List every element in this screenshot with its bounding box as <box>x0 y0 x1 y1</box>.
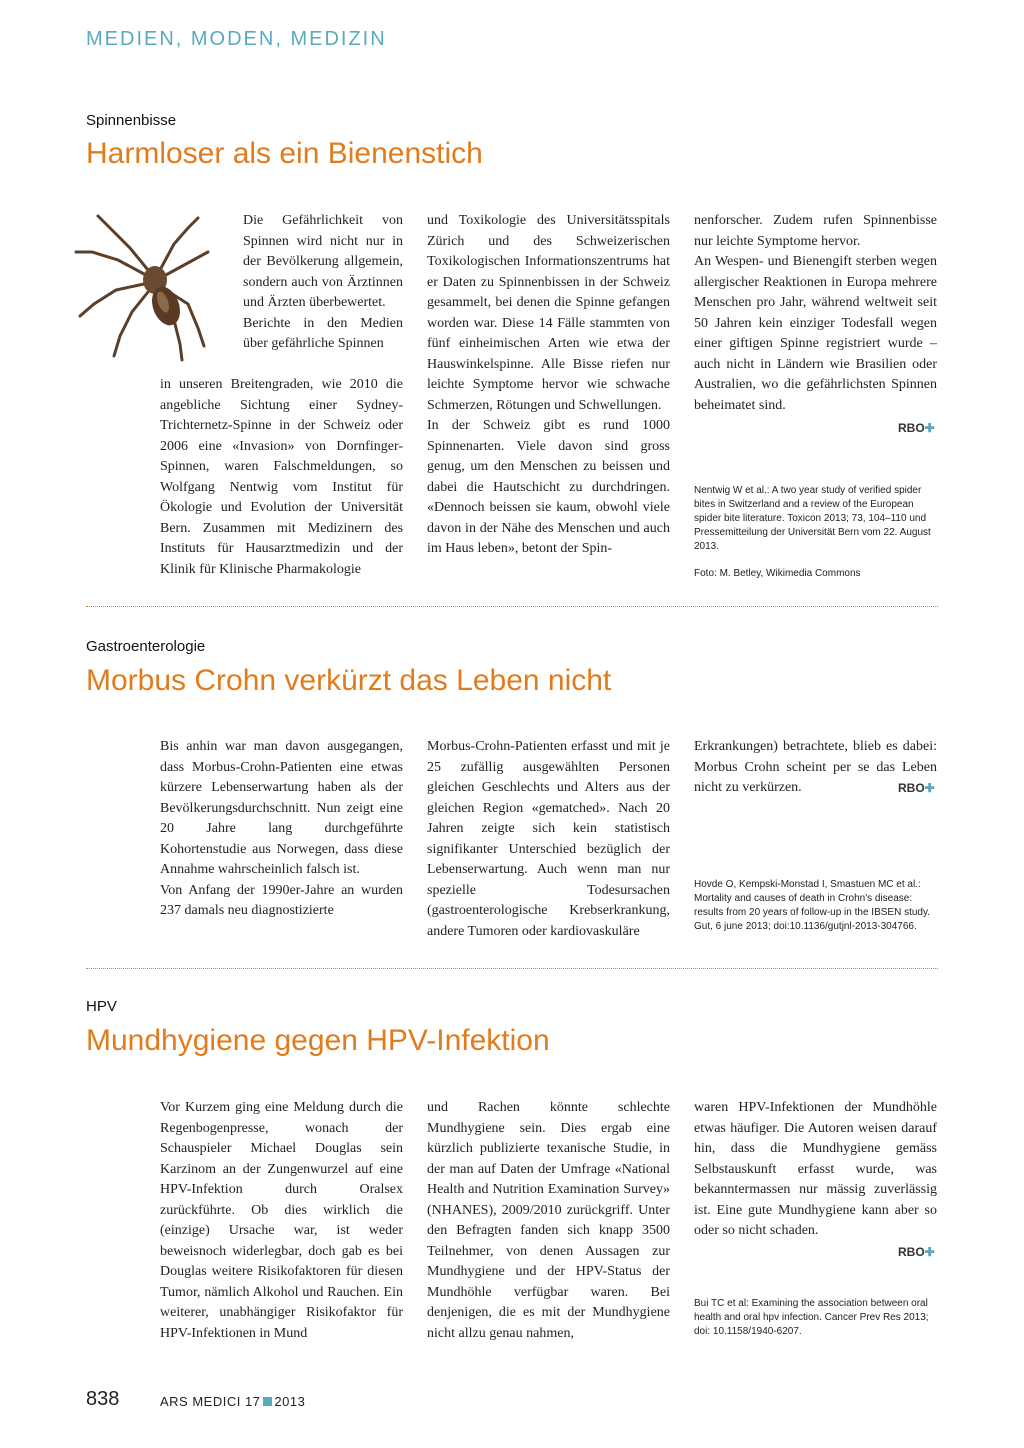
author-signature <box>898 421 935 435</box>
article-divider <box>86 606 938 607</box>
article-2-col2-paragraph-1: Morbus-Crohn-Patienten erfasst und mit je 25 zufällig ausgewählten Personen gleichen Geschlechts und Alters aus der gleichen Region «gematched». Nach 20 Jahren zeigte sich kein statistisch signifikanter Unterschied bezüglich der Lebenserwartung. Auch wenn man nur spezielle Todesursachen (gastroenterologische Krebserkrankung, andere Tumoren oder kardiovaskuläre <box>427 739 670 939</box>
article-2-col3-paragraph-1: Erkrankungen) betrachtete, blieb es dabei: Morbus Crohn scheint per se das Leben nicht zu verkürzen. <box>694 739 937 795</box>
article-headline-mundhygiene: Mundhygiene gegen HPV-Infektion <box>86 1024 550 1057</box>
article-1-col1-indented <box>243 211 403 355</box>
article-2-col1 <box>160 737 403 922</box>
article-3-col1 <box>160 1098 403 1344</box>
article-1-col2-paragraph-1: und Toxikologie des Universitätsspitals Zürich und des Schweizerischen Toxikologischen Informationszentrums hat er Daten zu Spinnenbissen in der Schweiz gesammelt, bei denen die Spinne gefangen worden war. Diese 14 Fälle stammten von fünf einheimischen Arten wie etwa der Hauswinkelspinne. Alle Bisse riefen nur leichte Symptome hervor wie schwache Schmerzen, Rötungen und Schwellungen. <box>427 213 670 413</box>
signature-text: RBO <box>898 1245 925 1259</box>
article-1-col2 <box>427 211 670 560</box>
author-signature <box>898 1245 935 1259</box>
article-divider <box>86 968 938 969</box>
signature-text: RBO <box>898 781 925 795</box>
magazine-name: ARS MEDICI 17 <box>160 1394 261 1409</box>
article-headline-spinnenbisse: Harmloser als ein Bienenstich <box>86 137 483 170</box>
article-1-col1-rest <box>160 375 403 580</box>
author-signature <box>898 781 935 795</box>
article-1-col3-paragraph-1: nenforscher. Zudem rufen Spinnenbisse nur leichte Symptome hervor. <box>694 213 937 249</box>
article-3-col3-paragraph-1: waren HPV-Infektionen der Mundhöhle etwas häufiger. Die Autoren weisen darauf hin, dass die Mundhygiene gemäss Selbstauskunft erfasst wurde, was bekanntermassen nur mässig zuverlässig ist. Eine gute Mundhygiene kann aber so oder so nicht schaden. <box>694 1100 937 1238</box>
article-1-col2-paragraph-2: In der Schweiz gibt es rund 1000 Spinnenarten. Viele davon sind gross genug, um den Menschen zu beissen und dabei die Hautschicht zu durchdringen. «Dennoch beissen sie kaum, obwohl viele davon in der Nähe des Menschen und auch im Haus leben», betont der Spin- <box>427 418 670 556</box>
article-kicker-gastroenterologie: Gastroenterologie <box>86 638 206 655</box>
plus-icon: ✚ <box>924 781 935 795</box>
article-headline-morbus-crohn: Morbus Crohn verkürzt das Leben nicht <box>86 664 612 697</box>
photo-credit: Foto: M. Betley, Wikimedia Commons <box>694 568 861 579</box>
article-1-paragraph-1: Die Gefährlichkeit von Spinnen wird nicht nur in der Bevölkerung allgemein, sondern auch von Ärztinnen und Ärzten überbewertet. <box>243 213 403 310</box>
plus-icon: ✚ <box>924 421 935 435</box>
section-header: MEDIEN, MODEN, MEDIZIN <box>86 28 387 50</box>
article-2-reference: Hovde O, Kempski-Monstad I, Smastuen MC et al.: Mortality and causes of death in Crohn's disease: results from 20 years of follow-up in the IBSEN study. Gut, 6 june 2013; doi:10.1136/gutjnl-2013-304766. <box>694 879 931 932</box>
spider-photo <box>70 208 230 368</box>
article-3-col2 <box>427 1098 670 1344</box>
signature-text: RBO <box>898 421 925 435</box>
article-1-reference: Nentwig W et al.: A two year study of verified spider bites in Switzerland and a review of the European spider bite literature. Toxicon 2013; 73, 104–110 und Pressemitteilung der Universität Bern vom 22. August 2013. <box>694 485 931 552</box>
article-kicker-spinnenbisse: Spinnenbisse <box>86 112 177 129</box>
square-icon <box>263 1397 272 1406</box>
article-2-col1-paragraph-1: Bis anhin war man davon ausgegangen, dass Morbus-Crohn-Patienten eine etwas kürzere Lebenserwartung haben als der Bevölkerungsdurchschnitt. Nun zeigt eine 20 Jahre lang durchgeführte Kohortenstudie aus Norwegen, dass diese Annahme wahrscheinlich falsch ist. <box>160 739 403 877</box>
page-number: 838 <box>86 1388 120 1410</box>
article-1-col3 <box>694 211 937 416</box>
plus-icon: ✚ <box>924 1245 935 1259</box>
article-2-col1-paragraph-2: Von Anfang der 1990er-Jahre an wurden 237 damals neu diagnostizierte <box>160 882 403 918</box>
article-3-reference: Bui TC et al: Examining the association between oral health and oral hpv infection. Cancer Prev Res 2013; doi: 10.1158/1940-6207. <box>694 1298 929 1337</box>
magazine-year: 2013 <box>274 1394 306 1409</box>
article-2-col2 <box>427 737 670 942</box>
article-kicker-hpv: HPV <box>86 998 117 1015</box>
spider-image <box>70 208 230 368</box>
article-1-paragraph-2-rest: in unseren Breitengraden, wie 2010 die angebliche Sichtung einer Sydney-Trichternetz-Spinne in der Schweiz oder 2006 eine «Invasion» von Dornfinger-Spinnen, waren Falschmeldungen, so Wolfgang Nentwig vom Institut für Ökologie und Evolution der Universität Bern. Zusammen mit Medizinern des Instituts für Hausarztmedizin und der Klinik für Klinische Pharmakologie <box>160 377 403 577</box>
article-1-paragraph-2-start: Berichte in den Medien über gefährliche Spinnen <box>243 315 403 351</box>
article-3-col3 <box>694 1098 937 1242</box>
magazine-issue <box>160 1394 305 1409</box>
article-1-col3-paragraph-2: An Wespen- und Bienengift sterben wegen allergischer Reaktionen in Europa mehrere Menschen pro Jahr, während weltweit seit 50 Jahren kein einziger Todesfall wegen einer giftigen Spinne registriert wurde – auch nicht in Ländern wie Brasilien oder Australien, wo die gefährlichsten Spinnen beheimatet sind. <box>694 254 937 413</box>
article-3-col1-paragraph-1: Vor Kurzem ging eine Meldung durch die Regenbogenpresse, wonach der Schauspieler Michael Douglas sein Karzinom an der Zungenwurzel auf eine HPV-Infektion durch Oralsex zurückführte. Ob dies wirklich die (einzige) Ursache war, ist weder beweisnoch widerlegbar, doch gab es bei Douglas weitere Risikofaktoren für diesen Tumor, nämlich Alkohol und Rauchen. Ein weiterer, unabhängiger Risikofaktor für HPV-Infektionen in Mund <box>160 1100 403 1341</box>
article-3-col2-paragraph-1: und Rachen könnte schlechte Mundhygiene sein. Dies ergab eine kürzlich publizierte texanische Studie, in der man auf Daten der Umfrage «National Health and Nutrition Examination Survey» (NHANES), 2009/2010 zurückgriff. Unter den Befragten fanden sich knapp 3500 Teilnehmer, von denen Aussagen zur Mundhygiene und der HPV-Status der Mundhöhle verfügbar waren. Bei denjenigen, die es mit der Mundhygiene nicht allzu genau nahmen, <box>427 1100 670 1341</box>
